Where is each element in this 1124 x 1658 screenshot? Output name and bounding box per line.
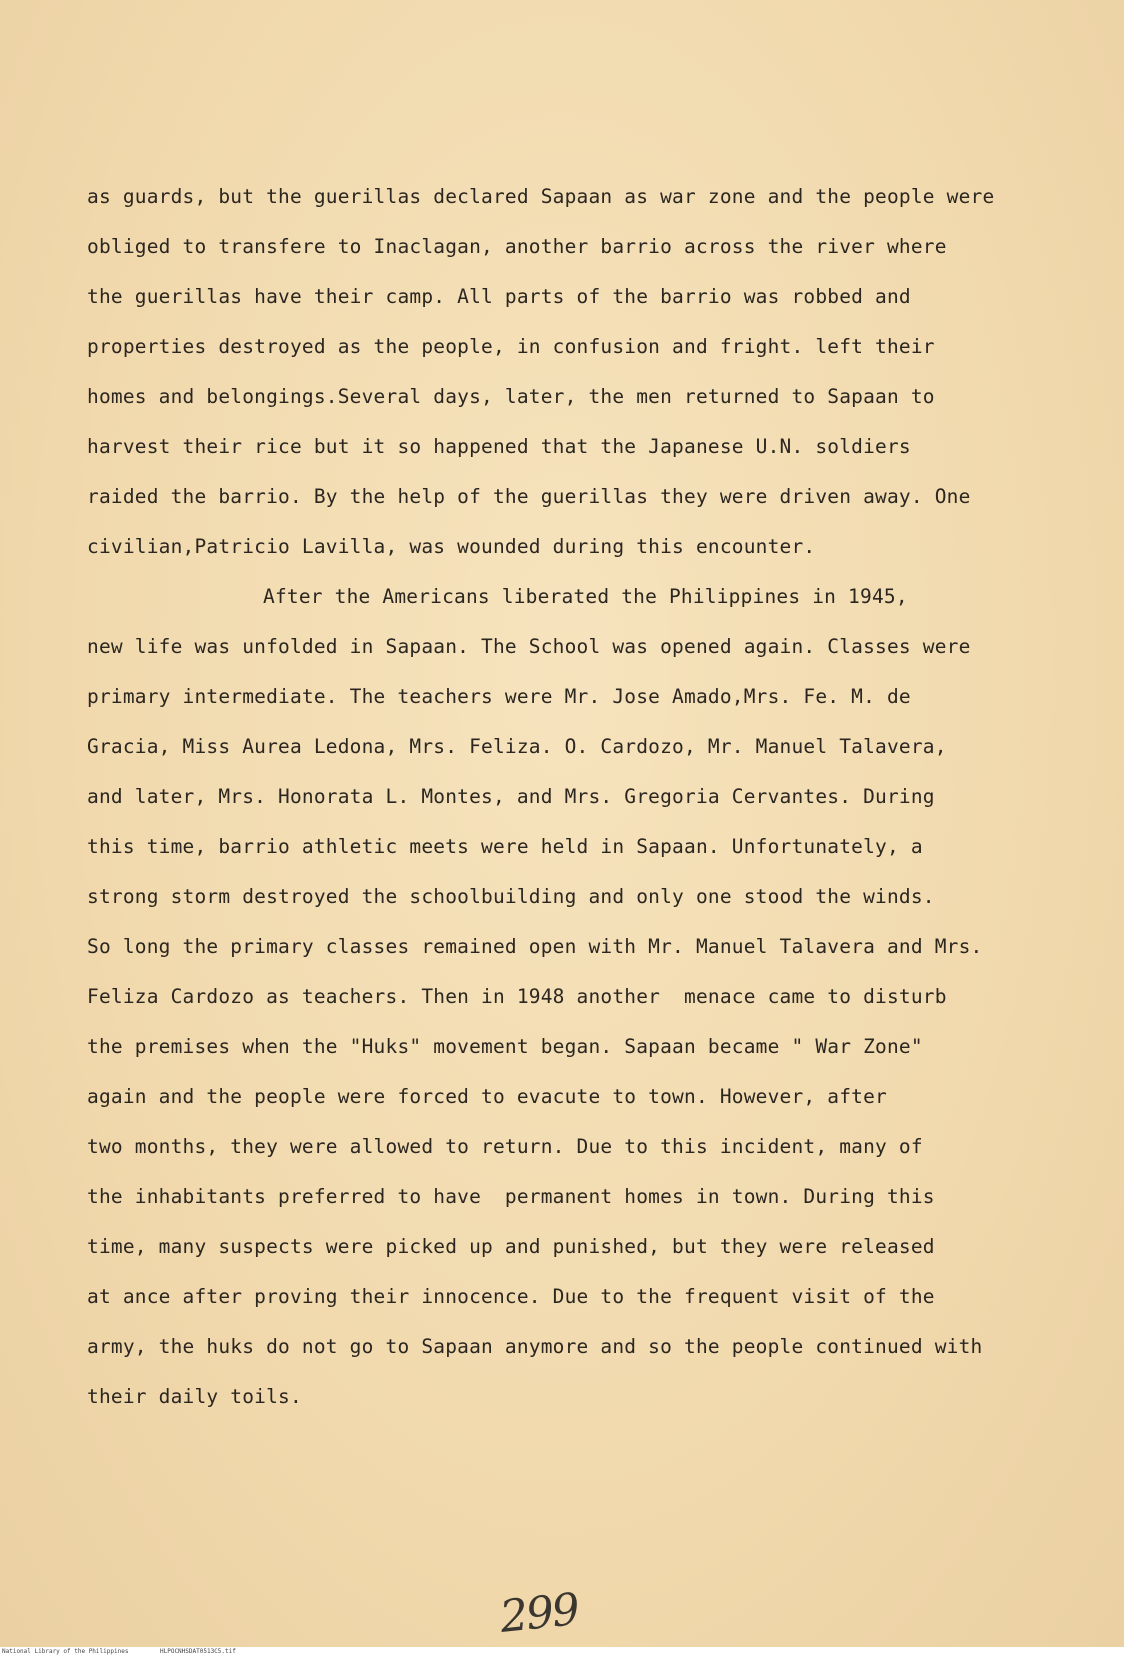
text-line-23: at ance after proving their innocence. Due to the frequent visit of the [87,1285,935,1308]
text-line-5: homes and belongings.Several days, later, the men returned to Sapaan to [87,385,935,408]
text-line-2: obliged to transfere to Inaclagan, another barrio across the river where [87,235,947,258]
text-line-6: harvest their rice but it so happened that the Japanese U.N. soldiers [87,435,911,458]
text-line-7: raided the barrio. By the help of the guerillas they were driven away. One [87,485,971,508]
text-line-3: the guerillas have their camp. All parts of the barrio was robbed and [87,285,911,308]
text-line-4: properties destroyed as the people, in confusion and fright. left their [87,335,935,358]
text-line-21: the inhabitants preferred to have permanent homes in town. During this [87,1185,935,1208]
text-line-14: this time, barrio athletic meets were held in Sapaan. Unfortunately, a [87,835,923,858]
text-line-10: new life was unfolded in Sapaan. The School was opened again. Classes were [87,635,971,658]
text-line-25: their daily toils. [87,1385,302,1408]
text-line-1: as guards, but the guerillas declared Sapaan as war zone and the people were [87,185,995,208]
text-line-13: and later, Mrs. Honorata L. Montes, and Mrs. Gregoria Cervantes. During [87,785,935,808]
footer-file-code: HLPOCNHSDAT0513C5.tif [160,1648,236,1655]
text-line-11: primary intermediate. The teachers were Mr. Jose Amado,Mrs. Fe. M. de [87,685,911,708]
text-line-15: strong storm destroyed the schoolbuilding and only one stood the winds. [87,885,935,908]
handwritten-page-number: 299 [497,1584,581,1643]
text-line-9: After the Americans liberated the Philippines in 1945, [263,585,908,608]
text-line-24: army, the huks do not go to Sapaan anymore and so the people continued with [87,1335,983,1358]
text-line-20: two months, they were allowed to return. Due to this incident, many of [87,1135,923,1158]
text-line-22: time, many suspects were picked up and punished, but they were released [87,1235,935,1258]
text-line-18: the premises when the "Huks" movement began. Sapaan became " War Zone" [87,1035,923,1058]
text-line-19: again and the people were forced to evacute to town. However, after [87,1085,887,1108]
footer-library-label: National Library of the Philippines [2,1648,129,1655]
text-line-16: So long the primary classes remained open with Mr. Manuel Talavera and Mrs. [87,935,983,958]
text-line-17: Feliza Cardozo as teachers. Then in 1948 another menace came to disturb [87,985,947,1008]
text-line-8: civilian,Patricio Lavilla, was wounded during this encounter. [87,535,816,558]
text-line-12: Gracia, Miss Aurea Ledona, Mrs. Feliza. O. Cardozo, Mr. Manuel Talavera, [87,735,947,758]
